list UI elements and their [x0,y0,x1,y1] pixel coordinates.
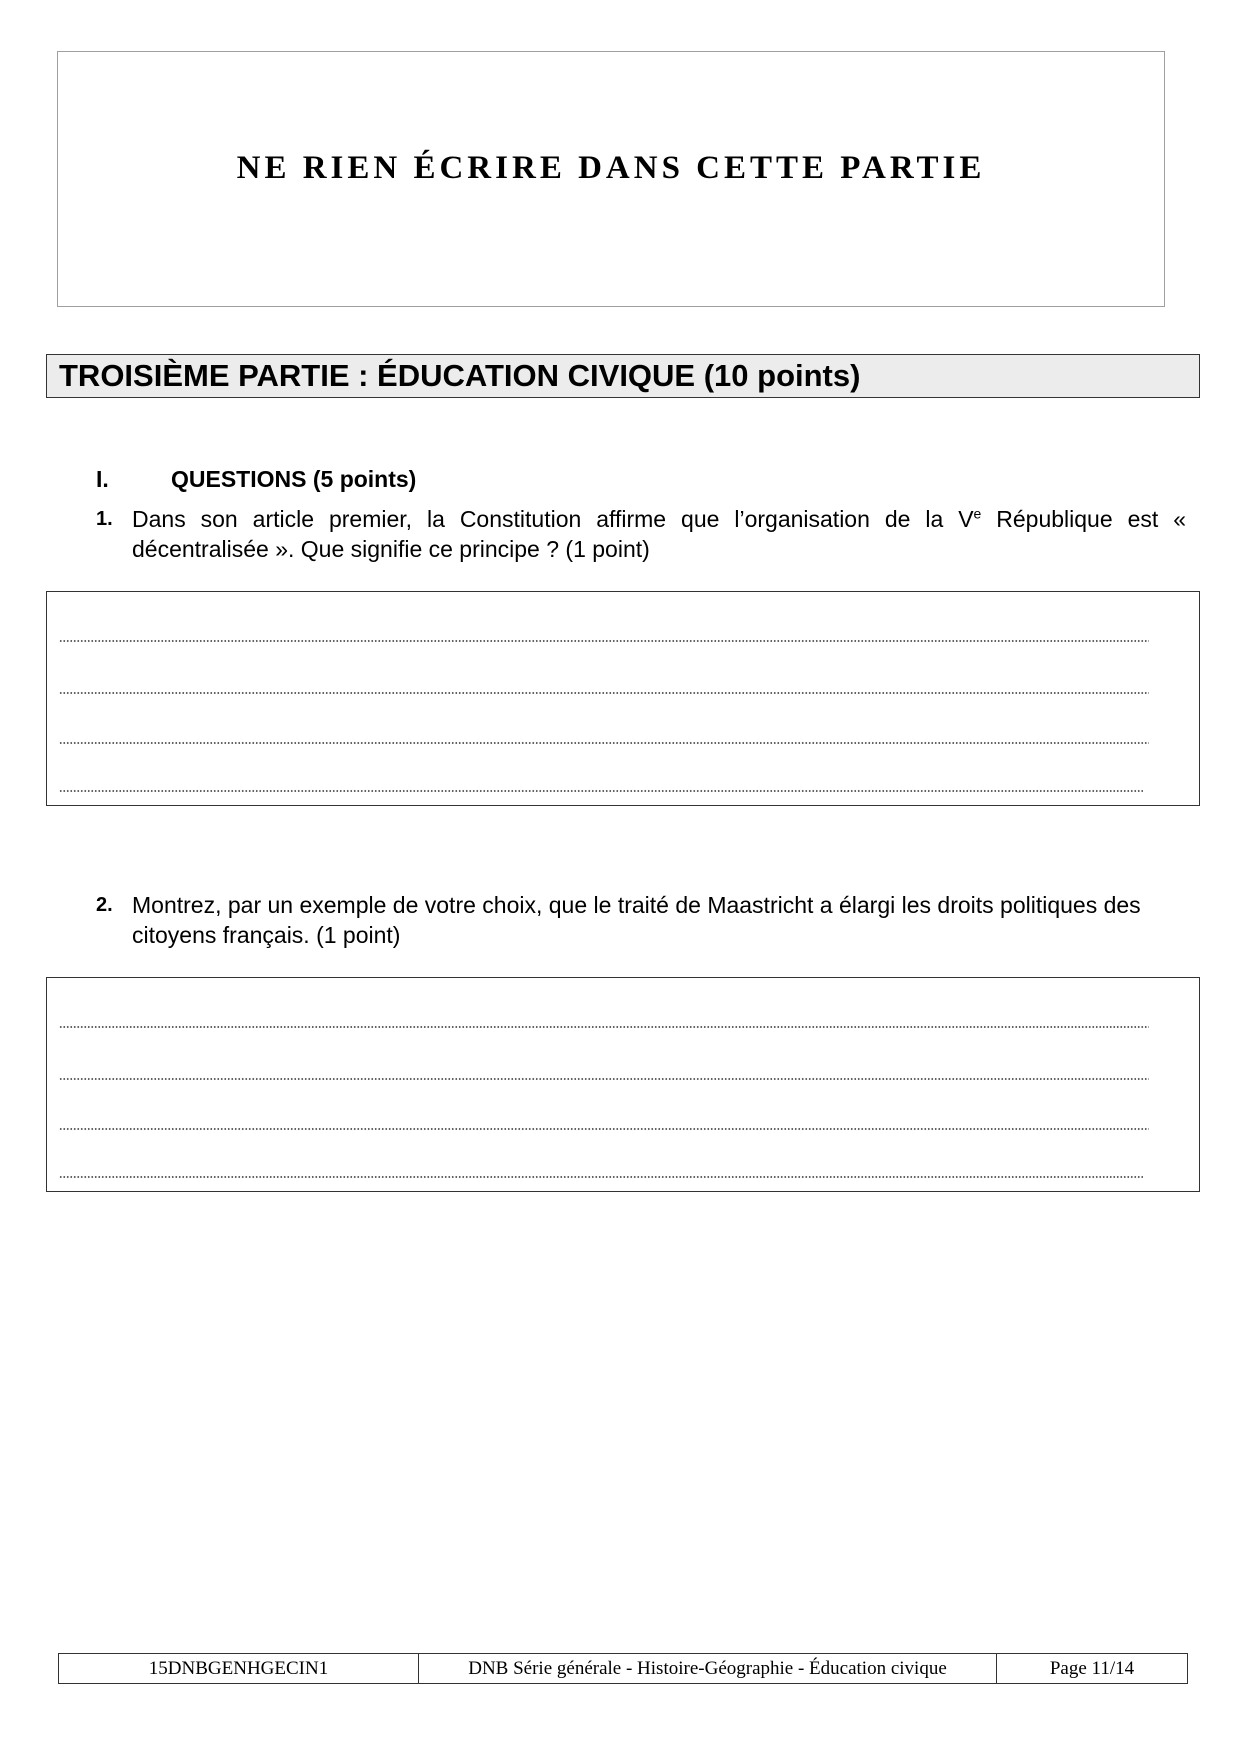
question-2-number: 2. [96,894,113,916]
footer-code: 15DNBGENHGECIN1 [59,1654,419,1683]
question-1-text-part-a: Dans son article premier, la Constitution affirme que l’organisation de la V [132,506,974,532]
question-2-text: Montrez, par un exemple de votre choix, que le traité de Maastricht a élargi les droits politiques des citoyens français. (1 point) [132,892,1141,948]
part-title: TROISIÈME PARTIE : ÉDUCATION CIVIQUE (10 points) [46,354,1200,398]
answer-line[interactable] [59,1128,1149,1130]
question-1-superscript: e [973,505,982,522]
answer-line[interactable] [59,1176,1143,1178]
answer-line[interactable] [59,692,1149,694]
question-1-text [132,504,1186,564]
question-1 [96,504,1186,564]
answer-line[interactable] [59,1078,1149,1080]
answer-line[interactable] [59,1026,1149,1028]
answer-line[interactable] [59,640,1149,642]
answer-box-1[interactable] [46,591,1200,806]
answer-line[interactable] [59,742,1149,744]
section-heading [96,466,416,493]
page-footer [58,1653,1188,1684]
answer-box-2[interactable] [46,977,1200,1192]
question-2 [96,890,1186,950]
footer-exam: DNB Série générale - Histoire-Géographie - Éducation civique [419,1654,997,1683]
question-1-text-part-b: République est « décentralisée ». Que signifie ce principe ? (1 point) [132,506,1186,562]
section-title: QUESTIONS (5 points) [171,466,417,492]
question-1-number: 1. [96,508,113,530]
do-not-write-notice: NE RIEN ÉCRIRE DANS CETTE PARTIE [236,149,986,186]
footer-page-number: Page 11/14 [1049,1657,1135,1679]
do-not-write-box [57,51,1165,307]
section-number: I. [96,466,109,492]
answer-line[interactable] [59,790,1143,792]
